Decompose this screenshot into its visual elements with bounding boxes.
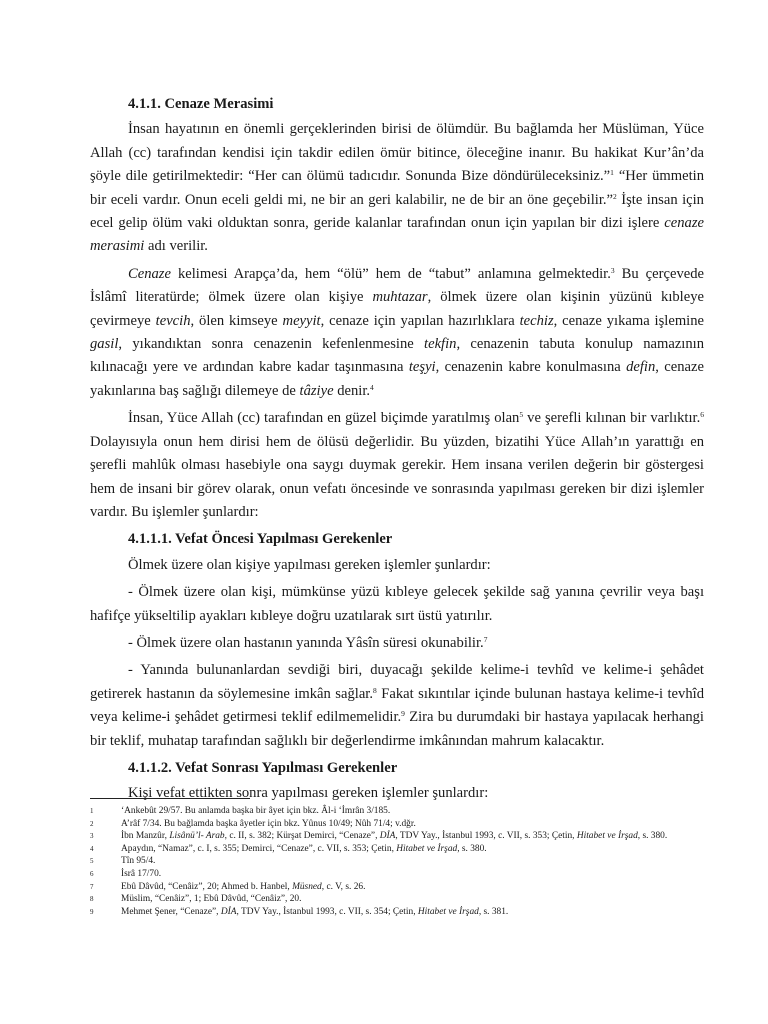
paragraph-5: - Ölmek üzere olan kişi, mümkünse yüzü kıbleye gelecek şekilde sağ yanına çevrilir veya başı hafifçe yükseltilip ayakları kıbleye doğru uzatılarak sırt üstü yatırılır.: [90, 584, 704, 624]
paragraph-1: İnsan hayatının en önemli gerçeklerinden birisi de ölümdür. Bu bağlamda her Müslüman, Yüce Allah (cc) tarafından kendisi için takdir edilen ömür bitince, öleceğine inanır. Bu hakikat Kur’ân’da şöyle dile getirilmektedir: “Her can ölümü tadıcıdır. Sonunda Bize döndürüleceksiniz.”$^1$ “Her ümmetin bir eceli vardır. Onun eceli geldi mi, ne bir an geri kalabilir, ne de bir an öne geçebilir.”$^2$ İşte insan için ecel gelip ölüm vaki olduktan sonra, geride kalanlar tarafından onun için yapılan bir dizi işlere cenaze merasimi adı verilir.: [90, 121, 704, 255]
footnote-ref-5[interactable]: 5: [519, 410, 524, 420]
footnote-9: 9 Mehmet Şener, “Cenaze”, DİA, TDV Yay., İstanbul 1993, c. VII, s. 354; Çetin, Hitabet ve İrşad, s. 381.: [90, 906, 509, 917]
paragraph-4: Ölmek üzere olan kişiye yapılması gereken işlemler şunlardır:: [128, 556, 491, 573]
main-text: [90, 93, 704, 810]
section-heading-cenaze-merasimi: 4.1.1. Cenaze Merasimi: [128, 96, 274, 112]
paragraph-2: Cenaze kelimesi Arapça’da, hem “ölü” hem de “tabut” anlamına gelmektedir.$^3$ Bu çerçevede İslâmî literatürde; ölmek üzere olan kişiye muhtazar, ölmek üzere olan kişinin yüzünü kıbleye çevirmeye tevcih, ölen kimseye meyyit, cenaze için yapılan hazırlıklara techiz, cenaze yıkama işlemine gasil, yıkandıktan sonra cenazenin kefenlenmesine tekfin, cenazenin tabuta konulup namazının kılınacağı yere ve ardından kabre kadar taşınmasına teşyi, cenazenin kabre konulmasına defin, cenaze yakınlarına baş sağlığı dilemeye de tâziye denir.$^4$: [90, 265, 705, 399]
paragraph-6: - Ölmek üzere olan hastanın yanında Yâsîn süresi okunabilir.$^7$: [128, 634, 488, 651]
footnote-ref-2[interactable]: 2: [613, 191, 617, 201]
footnote-separator: [90, 798, 250, 799]
footnote-ref-3[interactable]: 3: [610, 265, 615, 275]
footnote-2: 2 A’râf 7/34. Bu bağlamda başka âyetler için bkz. Yûnus 10/49; Nûh 71/4; v.dğr.: [90, 818, 416, 829]
section-heading-vefat-oncesi: 4.1.1.1. Vefat Öncesi Yapılması Gerekenler: [128, 531, 393, 548]
footnotes: [90, 805, 704, 918]
footnote-3: 3 İbn Manzûr, Lisânü’l- Arab, c. II, s. 382; Kürşat Demirci, “Cenaze”, DİA, TDV Yay., İstanbul 1993, c. VII, s. 353; Çetin, Hitabet ve İrşad, s. 380.: [90, 831, 668, 842]
footnote-ref-6[interactable]: 6: [700, 410, 704, 420]
section-heading-vefat-sonrasi: 4.1.1.2. Vefat Sonrası Yapılması Gerekenler: [128, 759, 398, 776]
paragraph-8: Kişi vefat ettikten sonra yapılması gereken işlemler şunlardır:: [128, 785, 489, 802]
footnote-ref-9[interactable]: 9: [401, 709, 405, 719]
footnote-ref-1[interactable]: 1: [610, 168, 614, 178]
footnote-ref-4[interactable]: 4: [370, 382, 374, 392]
paragraph-3: İnsan, Yüce Allah (cc) tarafından en güzel biçimde yaratılmış olan$^5$ ve şerefli kılınan bir varlıktır.$^6$ Dolayısıyla onun hem dirisi hem de ölüsü değerlidir. Bu yüzden, bizatihi Yüce Allah’ın yarattığı en şerefli mahlûk olması hasebiyle ona saygı duymak gerekir. Hem insana verilen değerin bir göstergesi hem de insani bir görev olarak, onun vefatı öncesinde ve sonrasında yapılması gereken bir dizi işlemler vardır. Bu işlemler şunlardır:: [90, 410, 704, 520]
footnote-1: 1 ‘Ankebût 29/57. Bu anlamda başka bir âyet için bkz. Âl-i ‘İmrân 3/185.: [90, 806, 391, 816]
footnote-ref-7[interactable]: 7: [483, 634, 488, 644]
footnote-8: 8 Müslim, “Cenâiz”, 1; Ebû Dâvûd, “Cenâiz”, 20.: [90, 894, 302, 905]
footnote-4: 4 Apaydın, “Namaz”, c. I, s. 355; Demirci, “Cenaze”, c. VII, s. 353; Çetin, Hitabet ve İrşad, s. 380.: [90, 843, 487, 854]
footnote-5: 5 Tîn 95/4.: [90, 856, 156, 867]
footnote-ref-8[interactable]: 8: [373, 685, 377, 695]
paragraph-7: - Yanında bulunanlardan sevdiği biri, duyacağı şekilde kelime-i tevhîd ve kelime-i şehâdet getirerek hastanın da söylemesine imkân sağlar.$^8$ Fakat sıkıntılar içinde bulunan hastaya kelime-i tevhîd veya kelime-i şehâdet getirmesi teklif edilmemelidir.$^9$ Zira bu durumdaki bir hastaya yapılacak herhangi bir teklif, muhatap tarafından sağlıklı bir değerlendirme imkânından mahrum kalacaktır.: [90, 662, 704, 749]
footnote-7: 7 Ebû Dâvûd, “Cenâiz”, 20; Ahmed b. Hanbel, Müsned, c. V, s. 26.: [90, 881, 366, 892]
footnote-6: 6 İsrâ 17/70.: [90, 868, 162, 879]
